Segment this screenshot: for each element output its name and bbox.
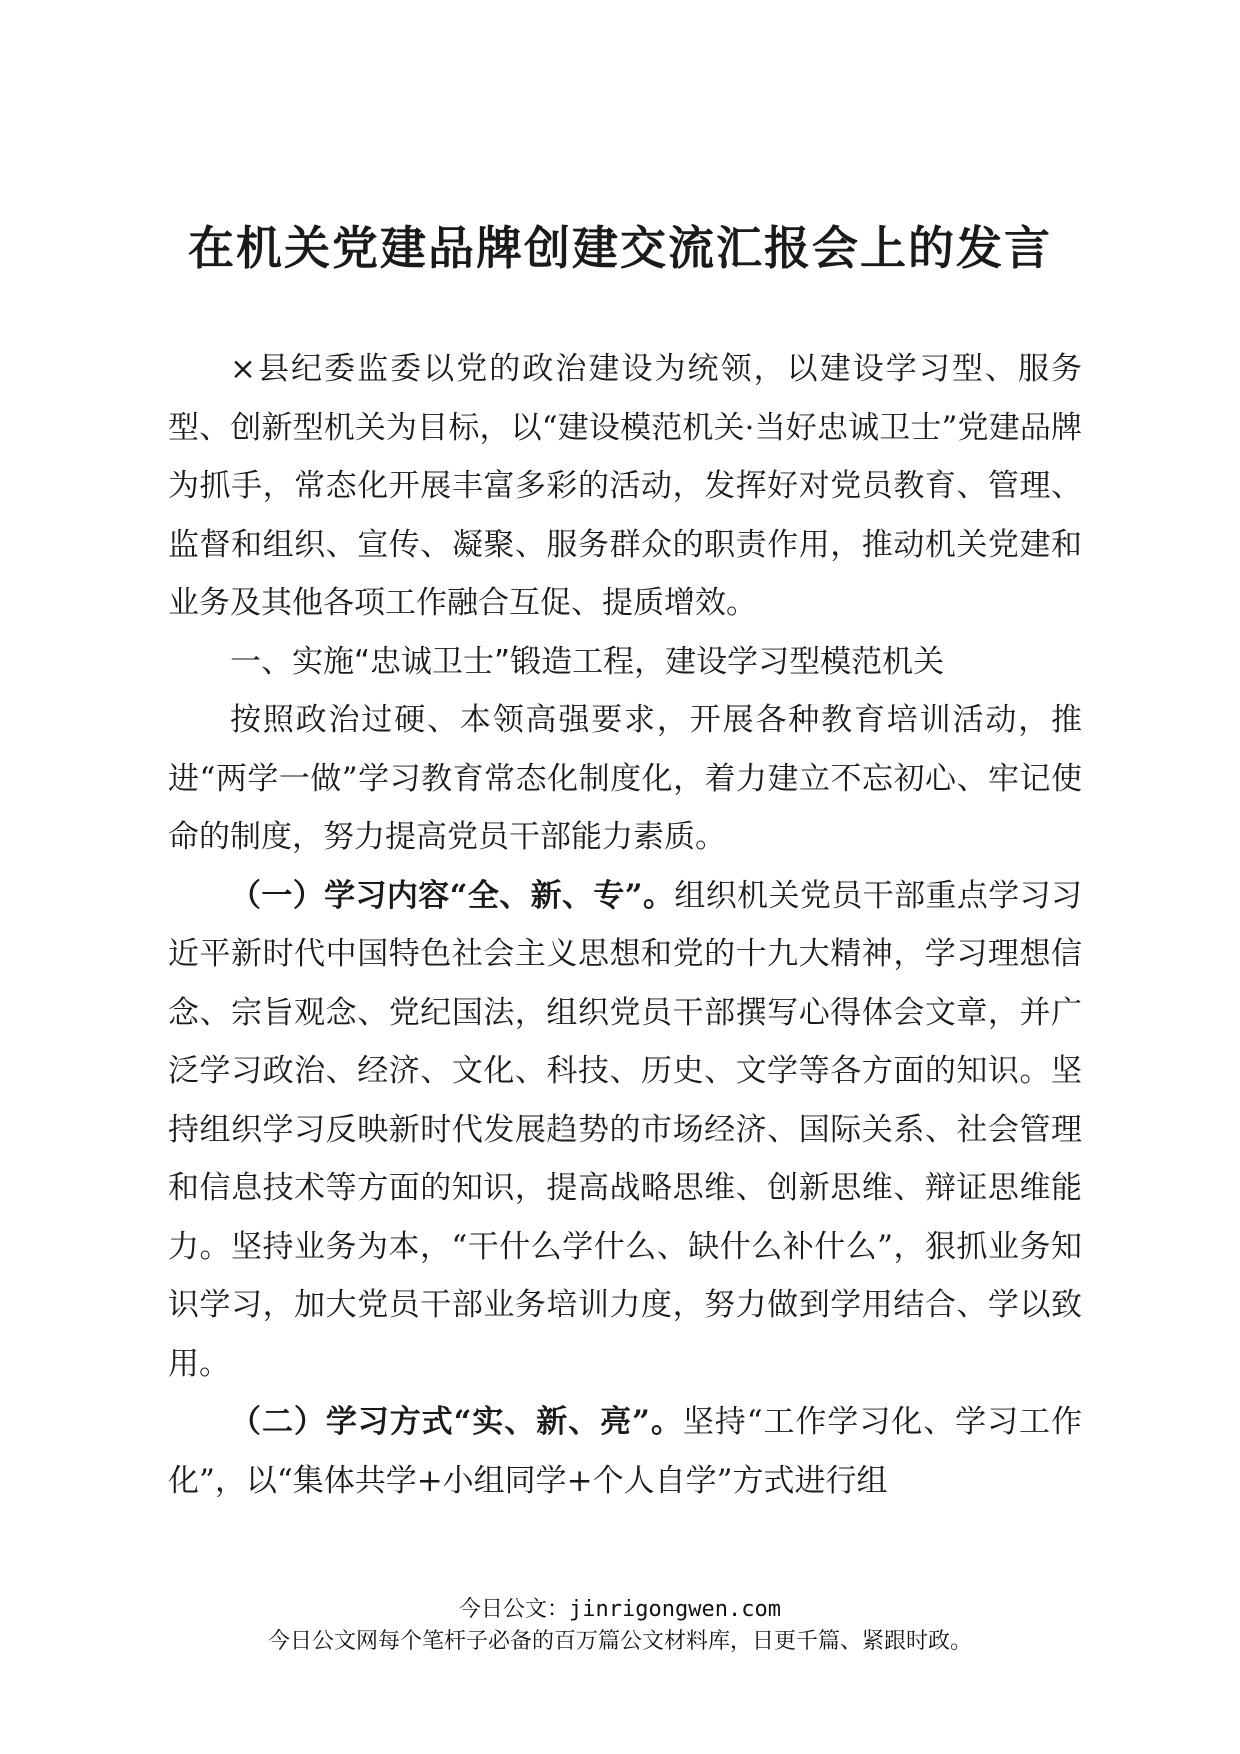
intro-paragraph: ×县纪委监委以党的政治建设为统领，以建设学习型、服务型、创新型机关为目标，以“建设模范机关·当好忠诚卫士”党建品牌为抓手，常态化开展丰富多彩的活动，发挥好对党员教育、管理、监督和组织、宣传、凝聚、服务群众的职责作用，推动机关党建和业务及其他各项工作融合互促、提质增效。: [168, 351, 1082, 621]
subsection-2-paragraph: [168, 1393, 1082, 1510]
subsection-1-body: 组织机关党员干部重点学习习近平新时代中国特色社会主义思想和党的十九大精神，学习理想信念、宗旨观念、党纪国法，组织党员干部撰写心得体会文章，并广泛学习政治、经济、文化、科技、历史、文学等各方面的知识。坚持组织学习反映新时代发展趋势的市场经济、国际关系、社会管理和信息技术等方面的知识，提高战略思维、创新思维、辩证思维能力。坚持业务为本，“干什么学什么、缺什么补什么”，狠抓业务知识学习，加大党员干部业务培训力度，努力做到学用结合、学以致用。: [168, 877, 1082, 1382]
section-paragraph: 按照政治过硬、本领高强要求，开展各种教育培训活动，推进“两学一做”学习教育常态化制度化，着力建立不忘初心、牢记使命的制度，努力提高党员干部能力素质。: [168, 702, 1082, 855]
subsection-2-body: 坚持“工作学习化、学习工作化”，以“集体共学+小组同学+个人自学”方式进行组: [168, 1404, 1082, 1499]
footer-url[interactable]: jinrigongwen.com: [569, 1597, 781, 1622]
footer-label: 今日公文：: [459, 1597, 570, 1622]
footer-slogan: 今日公文网每个笔杆子必备的百万篇公文材料库，日更千篇、紧跟时政。: [267, 1629, 972, 1654]
footer-source-line: [0, 1594, 1240, 1626]
document-body: [168, 340, 1082, 1510]
subsection-1-lead: （一）学习内容“全、新、专”。: [230, 877, 675, 914]
subsection-1-paragraph: [168, 867, 1082, 1394]
section-heading: 一、实施“忠诚卫士”锻造工程，建设学习型模范机关: [230, 643, 945, 680]
document-title: 在机关党建品牌创建交流汇报会上的发言: [188, 221, 1052, 275]
subsection-2-lead: （二）学习方式“实、新、亮”。: [230, 1404, 683, 1440]
